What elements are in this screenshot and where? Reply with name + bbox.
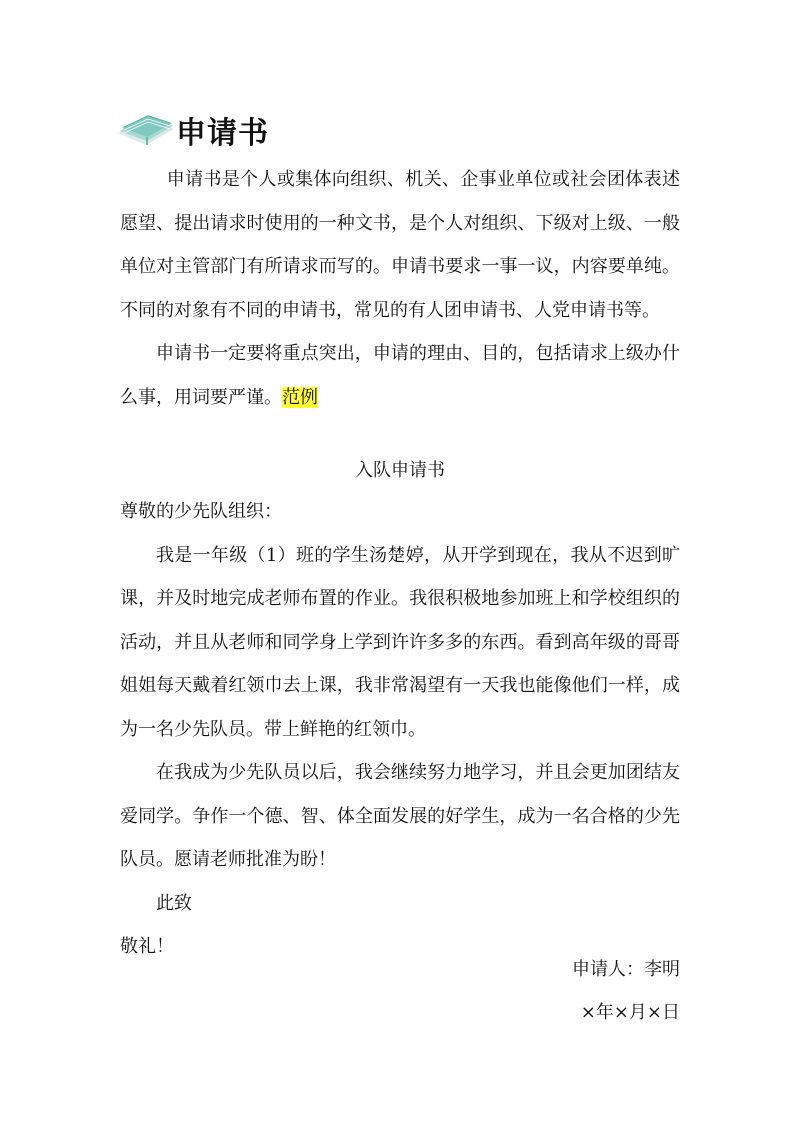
letter-paragraph-1: 我是一年级（1）班的学生汤楚婷，从开学到现在，我从不迟到旷课，并及时地完成老师布置的作业。我很积极地参加班上和学校组织的活动，并且从老师和同学身上学到许许多多的东西。看到高年级的哥哥姐姐每天戴着红领巾去上课，我非常渴望有一天我也能像他们一样，成为一名少先队员。带上鲜艳的红领巾。	[120, 544, 680, 740]
section-heading	[116, 104, 269, 156]
intro-section	[120, 158, 680, 419]
letter-body	[120, 490, 680, 969]
letter-applicant: 申请人：李明	[572, 959, 680, 980]
intro-paragraph-1: 申请书是个人或集体向组织、机关、企事业单位或社会团体表述愿望、提出请求时使用的一种文书，是个人对组织、下级对上级、一般单位对主管部门有所请求而写的。申请书要求一事一议，内容要单纯。不同的对象有不同的申请书，常见的有人团申请书、人党申请书等。	[120, 169, 680, 321]
example-label: 范例	[282, 386, 318, 408]
letter-title: 入队申请书	[355, 460, 445, 481]
letter-closing-1: 此致	[156, 892, 192, 914]
letter-date: ×年×月×日	[580, 1002, 680, 1023]
intro-paragraph-2-text: 申请书一定要将重点突出，申请的理由、目的，包括请求上级办什么事，用词要严谨。	[120, 343, 680, 408]
intro-paragraph-2	[120, 332, 680, 419]
letter-closing-2: 敬礼！	[120, 936, 174, 957]
letter-paragraph-2: 在我成为少先队员以后，我会继续努力地学习，并且会更加团结友爱同学。争作一个德、智、体全面发展的好学生，成为一名合格的少先队员。愿请老师批准为盼！	[120, 762, 680, 870]
section-title: 申请书	[176, 116, 269, 151]
book-icon	[116, 111, 176, 149]
letter-salutation: 尊敬的少先队组织：	[120, 501, 282, 522]
